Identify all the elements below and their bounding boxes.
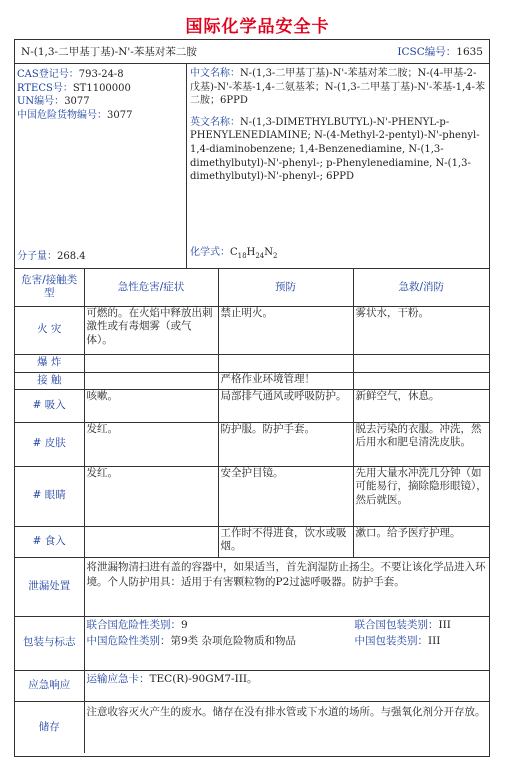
chinese-name: 中文名称：N-(1,3-二甲基丁基)-N'-苯基对苯二胺；N-(4-甲基-2-戊基)-N'-苯基-1,4-二氨基苯；N-(1,3-二甲基丁基)-N'-苯基-1,4-苯二胺；6PPD	[190, 68, 485, 107]
safety-card	[14, 39, 490, 757]
inhale-label: # 吸入	[15, 389, 84, 422]
packaging-label: 包装与标志	[15, 616, 84, 670]
ingest-acute	[84, 526, 218, 557]
ingest-row	[15, 526, 489, 557]
inhale-acute: 咳嗽。	[84, 389, 218, 422]
molecular-weight: 分子量：268.4	[17, 251, 86, 263]
eye-label: # 眼睛	[15, 466, 84, 526]
storage-label: 储存	[15, 701, 84, 753]
contact-prevent: 严格作业环境管理！	[218, 372, 353, 389]
emergency-label: 应急响应	[15, 670, 84, 701]
cn-packing-group: 中国包装类别：III	[354, 634, 441, 647]
header-acute: 急性危害/症状	[84, 269, 218, 306]
hazard-table	[15, 269, 489, 753]
skin-label: # 皮肤	[15, 422, 84, 466]
contact-row	[15, 372, 489, 389]
explosion-prevent	[218, 354, 353, 372]
table-header-row	[15, 269, 489, 306]
eye-prevent: 安全护目镜。	[218, 466, 353, 526]
explosion-row	[15, 354, 489, 372]
skin-row	[15, 422, 489, 466]
eye-aid: 先用大量水冲洗几分钟（如可能易行，摘除隐形眼镜），然后就医。	[353, 466, 489, 526]
ingest-aid: 漱口。给予医疗护理。	[353, 526, 489, 557]
cas-number: CAS登记号：793-24-8	[17, 69, 124, 80]
english-name: 英文名称：N-(1,3-DIMETHYLBUTYL)-N'-PHENYL-p-PHENYLENEDIAMINE; N-(4-Methyl-2-pentyl)-N'-phenyl-1,4-diaminobenzene; 1,4-Benzenediamine, N-(1,3-dimethylbutyl)-N'-phenyl-; p-Phenylenediamine, N-(1,3-dimethylbutyl)-N'-phenyl-; 6PPD	[190, 116, 480, 183]
un-hazard-class: 联合国危险性类别：9	[86, 618, 188, 631]
page-title: 国际化学品安全卡	[185, 17, 330, 37]
spill-label: 泄漏处置	[15, 557, 84, 616]
storage-row	[15, 701, 489, 753]
packaging-row	[15, 616, 489, 670]
chemical-formula: 化学式：$C_{18}H_{24}N_2$	[190, 247, 278, 261]
cn-hazard-class: 中国危险性类别：第9类 杂项危险物质和物品	[86, 634, 297, 647]
rtecs-number: RTECS号：ST1100000	[17, 82, 131, 94]
contact-label: 接 触	[15, 372, 84, 389]
explosion-label: 爆 炸	[15, 354, 84, 372]
contact-aid	[353, 372, 489, 389]
explosion-acute	[84, 354, 218, 372]
inhale-prevent: 局部排气通风或呼吸防护。	[218, 389, 353, 422]
identification-block	[15, 64, 489, 269]
ingest-prevent: 工作时不得进食，饮水或吸烟。	[218, 526, 353, 557]
inhale-row	[15, 389, 489, 422]
id-numbers	[15, 64, 185, 268]
skin-prevent: 防护服。防护手套。	[218, 422, 353, 466]
icsc-number: ICSC编号：1635	[397, 46, 483, 58]
fire-row	[15, 306, 489, 354]
header-prevent: 预防	[218, 269, 353, 306]
spill-row	[15, 557, 489, 616]
fire-label: 火 灾	[15, 306, 84, 354]
fire-prevent: 禁止明火。	[218, 306, 353, 354]
eye-row	[15, 466, 489, 526]
fire-acute: 可燃的。在火焰中释放出刺激性或有毒烟雾（或气体）。	[84, 306, 218, 354]
skin-aid: 脱去污染的衣服。冲洗，然后用水和肥皂清洗皮肤。	[353, 422, 489, 466]
explosion-aid	[353, 354, 489, 372]
eye-acute: 发红。	[84, 466, 218, 526]
inhale-aid: 新鲜空气，休息。	[353, 389, 489, 422]
ingest-label: # 食入	[15, 526, 84, 557]
emergency-card: 运输应急卡：TEC(R)-90GM7-III。	[84, 670, 489, 701]
fire-aid: 雾状水，干粉。	[353, 306, 489, 354]
names-block	[186, 64, 489, 268]
un-packing-group: 联合国包装类别：III	[354, 618, 451, 631]
chemical-name-row	[15, 40, 489, 64]
skin-acute: 发红。	[84, 422, 218, 466]
cn-dangerous-goods-number: 中国危险货物编号：3077	[17, 109, 133, 121]
header-first-aid: 急救/消防	[353, 269, 489, 306]
emergency-row	[15, 670, 489, 701]
contact-acute	[84, 372, 218, 389]
spill-text: 将泄漏物清扫进有盖的容器中，如果适当，首先润湿防止扬尘。不要让该化学品进入环境。个人防护用具：适用于有害颗粒物的P2过滤呼吸器。防护手套。	[84, 557, 489, 616]
chemical-name: N-(1,3-二甲基丁基)-N'-苯基对苯二胺	[21, 46, 197, 58]
packaging-info	[84, 616, 489, 670]
storage-text: 注意收容灭火产生的废水。储存在没有排水管或下水道的场所。与强氧化剂分开存放。	[84, 701, 489, 753]
header-type: 危害/接触类型	[15, 269, 84, 306]
un-number: UN编号：3077	[17, 96, 90, 108]
